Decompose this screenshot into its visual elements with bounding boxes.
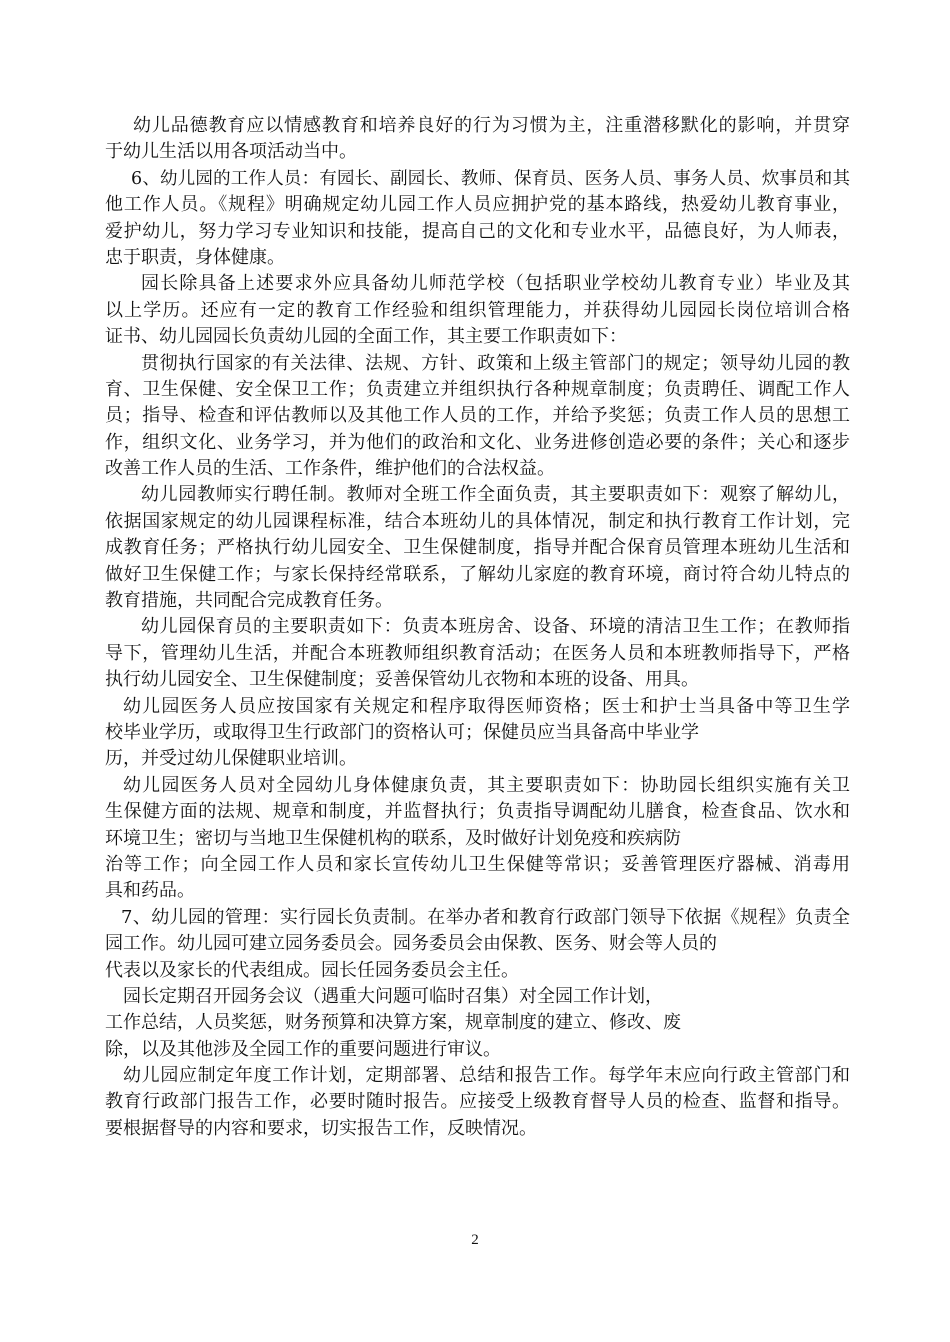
text-line: 园长除具备上述要求外应具备幼儿师范学校（包括职业学校幼儿教育专业）毕业及其 (141, 273, 850, 295)
document-body (105, 113, 850, 1142)
page-number: 2 (471, 1232, 479, 1248)
text-line: 改善工作人员的生活、工作条件，维护他们的合法权益。 (105, 458, 555, 480)
text-line: 幼儿园医务人员对全园幼儿身体健康负责，其主要职责如下：协助园长组织实施有关卫 (123, 774, 850, 796)
paragraph (105, 482, 850, 614)
paragraph (105, 984, 850, 1063)
text-line: 工作总结，人员奖惩，财务预算和决算方案，规章制度的建立、修改、废 (105, 1012, 681, 1034)
text-line: 代表以及家长的代表组成。园长任园务委员会主任。 (105, 959, 519, 981)
text-line: 幼儿园医务人员应按国家有关规定和程序取得医师资格；医士和护士当具备中等卫生学 (123, 695, 850, 717)
text-line: 除，以及其他涉及全园工作的重要问题进行审议。 (105, 1038, 501, 1060)
text-line: 员；指导、检查和评估教师以及其他工作人员的工作，并给予奖惩；负责工作人员的思想工 (105, 405, 850, 427)
text-line: 教育行政部门报告工作，必要时随时报告。应接受上级教育督导人员的检查、监督和指导。 (105, 1091, 850, 1113)
paragraph (105, 694, 850, 773)
paragraph (105, 166, 850, 272)
text-line: 6、幼儿园的工作人员：有园长、副园长、教师、保育员、医务人员、事务人员、炊事员和其 (131, 168, 850, 189)
text-line: 7、幼儿园的管理：实行园长负责制。在举办者和教育行政部门领导下依据《规程》负责全 (121, 906, 850, 928)
text-line: 导下，管理幼儿生活，并配合本班教师组织教育活动；在医务人员和本班教师指导下，严格 (105, 642, 850, 664)
text-line: 要根据督导的内容和要求，切实报告工作，反映情况。 (105, 1117, 537, 1139)
text-line: 环境卫生；密切与当地卫生保健机构的联系，及时做好计划免疫和疾病防 (105, 827, 681, 849)
text-line: 生保健方面的法规、规章和制度，并监督执行；负责指导调配幼儿膳食，检查食品、饮水和 (105, 801, 850, 823)
paragraph (105, 773, 850, 905)
text-line: 校毕业学历，或取得卫生行政部门的资格认可；保健员应当具备高中毕业学 (105, 721, 699, 743)
text-line: 他工作人员。《规程》明确规定幼儿园工作人员应拥护党的基本路线，热爱幼儿教育事业， (105, 194, 850, 216)
text-line: 成教育任务；严格执行幼儿园安全、卫生保健制度，指导并配合保育员管理本班幼儿生活和 (105, 537, 850, 559)
text-line: 具和药品。 (105, 880, 195, 902)
text-line: 以上学历。还应有一定的教育工作经验和组织管理能力，并获得幼儿园园长岗位培训合格 (105, 299, 850, 321)
paragraph (105, 1063, 850, 1142)
text-line: 贯彻执行国家的有关法律、法规、方针、政策和上级主管部门的规定；领导幼儿园的教 (141, 352, 850, 374)
paragraph (105, 271, 850, 350)
text-line: 幼儿园应制定年度工作计划，定期部署、总结和报告工作。每学年末应向行政主管部门和 (123, 1065, 850, 1087)
text-line: 爱护幼儿，努力学习专业知识和技能，提高自己的文化和专业水平，品德良好，为人师表， (105, 220, 850, 242)
text-line: 依据国家规定的幼儿园课程标准，结合本班幼儿的具体情况，制定和执行教育工作计划，完 (105, 510, 850, 532)
text-line: 忠于职责，身体健康。 (105, 246, 285, 268)
text-line: 历，并受过幼儿保健职业培训。 (105, 748, 357, 770)
paragraph (105, 905, 850, 984)
paragraph (105, 614, 850, 693)
text-line: 执行幼儿园安全、卫生保健制度；妥善保管幼儿衣物和本班的设备、用具。 (105, 669, 699, 691)
text-line: 教育措施，共同配合完成教育任务。 (105, 590, 393, 612)
text-line: 幼儿园保育员的主要职责如下：负责本班房舍、设备、环境的清洁卫生工作；在教师指 (141, 616, 850, 638)
paragraph (105, 351, 850, 483)
text-line: 作，组织文化、业务学习，并为他们的政治和文化、业务进修创造必要的条件；关心和逐步 (105, 431, 850, 453)
text-line: 幼儿园教师实行聘任制。教师对全班工作全面负责，其主要职责如下：观察了解幼儿， (141, 484, 850, 506)
text-line: 证书、幼儿园园长负责幼儿园的全面工作，其主要工作职责如下： (105, 326, 627, 348)
text-line: 园长定期召开园务会议（遇重大问题可临时召集）对全园工作计划， (123, 985, 663, 1007)
text-line: 治等工作；向全园工作人员和家长宣传幼儿卫生保健等常识；妥善管理医疗器械、消毒用 (105, 853, 850, 875)
paragraph (105, 113, 850, 166)
text-line: 育、卫生保健、安全保卫工作；负责建立并组织执行各种规章制度；负责聘任、调配工作人 (105, 378, 850, 400)
text-line: 幼儿品德教育应以情感教育和培养良好的行为习惯为主，注重潜移默化的影响，并贯穿 (133, 115, 850, 136)
text-line: 于幼儿生活以用各项活动当中。 (105, 141, 357, 163)
text-line: 园工作。幼儿园可建立园务委员会。园务委员会由保教、医务、财会等人员的 (105, 933, 717, 955)
text-line: 做好卫生保健工作；与家长保持经常联系，了解幼儿家庭的教育环境，商讨符合幼儿特点的 (105, 563, 850, 585)
